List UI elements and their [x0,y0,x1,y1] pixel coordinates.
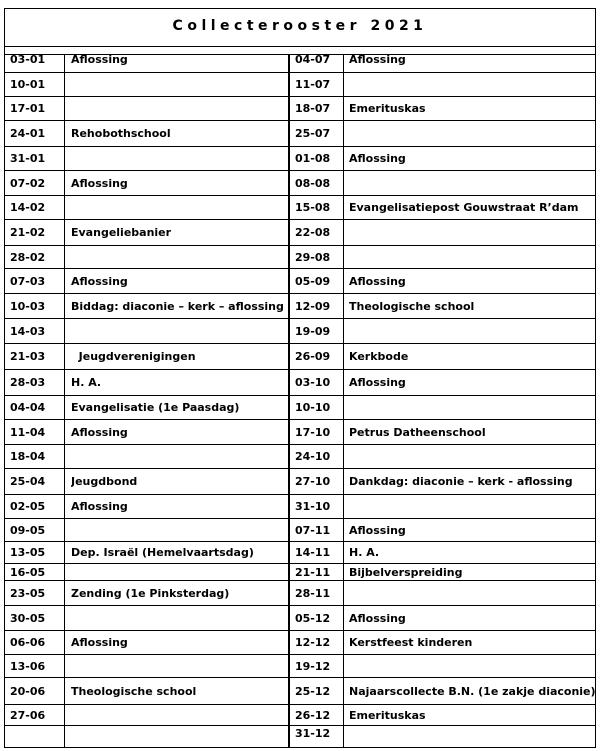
date-cell: 04-04 [10,401,46,414]
date-cell: 09-05 [10,523,46,537]
table-row [290,655,595,678]
date-cell: 12-09 [295,299,331,313]
date-cell: 10-10 [295,401,331,414]
table-row [290,564,595,581]
collection-cell: Emerituskas [349,708,426,722]
table-title: Collecterooster 2021 [5,9,595,47]
date-cell: 13-06 [10,659,46,673]
date-cell: 05-12 [295,611,331,625]
collection-cell: Evangelisatiepost Gouwstraat R’dam [349,201,579,214]
table-row [5,246,288,269]
table-row [5,47,288,73]
table-row [290,121,595,147]
table-row [290,370,595,396]
table-row [5,147,288,171]
collection-cell: Biddag: diaconie – kerk – aflossing [71,299,284,313]
date-cell: 12-12 [295,636,331,649]
table-row [290,519,595,542]
date-cell: 01-08 [295,152,331,165]
date-cell: 11-04 [10,425,46,439]
collection-cell: Najaarscollecte B.N. (1e zakje diaconie) [349,684,596,698]
date-cell: 25-12 [295,684,331,698]
collection-cell: Theologische school [349,299,475,313]
table-row [5,519,288,542]
date-cell: 18-07 [295,102,331,115]
date-cell: 23-05 [10,586,46,600]
collection-cell: Zending (1e Pinksterdag) [71,586,230,600]
table-row [5,196,288,220]
collection-cell: Aflossing [71,53,128,66]
date-cell: 29-08 [295,250,331,264]
table-row [290,246,595,269]
table-row [5,581,288,606]
date-cell: 04-07 [295,53,331,66]
table-row [5,344,288,370]
table-row [290,73,595,97]
collection-cell: Rehobothschool [71,127,171,140]
table-row [5,606,288,631]
date-cell: 10-03 [10,299,46,313]
date-cell: 21-03 [10,350,46,363]
collection-cell: Aflossing [349,152,406,165]
table-row [290,469,595,495]
table-row [290,445,595,469]
date-cell: 07-11 [295,523,331,537]
collection-cell: Dankdag: diaconie – kerk - aflossing [349,475,573,488]
table-row [290,269,595,294]
date-cell: 26-09 [295,350,331,363]
date-cell: 22-08 [295,226,331,239]
date-cell: 19-12 [295,659,331,673]
table-row [5,121,288,147]
collection-cell: Jeugdverenigingen [71,350,196,363]
table-row [290,420,595,445]
date-cell: 02-05 [10,500,46,513]
collection-cell: Evangeliebanier [71,226,172,239]
table-row [5,705,288,726]
table-row [5,445,288,469]
collection-cell: Aflossing [71,176,128,190]
table-row [5,420,288,445]
date-cell: 15-08 [295,201,331,214]
collection-cell: Aflossing [349,611,406,625]
date-cell: 05-09 [295,274,331,288]
collection-cell: H. A. [349,546,380,559]
date-cell: 13-05 [10,546,46,559]
table-row [5,220,288,246]
table-row [290,581,595,606]
table-row [5,678,288,705]
date-cell: 27-06 [10,708,46,722]
table-row [290,196,595,220]
table-row [5,726,288,741]
schedule-table [4,8,596,748]
table-row [290,495,595,519]
table-row [5,396,288,420]
table-row [290,726,595,741]
collection-cell: Aflossing [349,274,406,288]
collection-cell: Jeugdbond [71,475,138,488]
collection-cell: Aflossing [349,523,406,537]
collection-cell: Bijbelverspreiding [349,565,463,579]
table-row [290,396,595,420]
date-cell: 16-05 [10,565,46,579]
table-row [290,294,595,319]
date-cell: 07-03 [10,274,46,288]
collection-cell: Aflossing [71,500,128,513]
date-cell: 03-10 [295,376,331,389]
collection-cell: Petrus Datheenschool [349,425,486,439]
table-row [290,319,595,344]
table-row [5,564,288,581]
table-row [5,495,288,519]
date-cell: 31-01 [10,152,46,165]
collection-cell: Theologische school [71,684,197,698]
table-row [5,631,288,655]
table-row [5,171,288,196]
table-row [5,319,288,344]
date-cell: 31-12 [295,727,331,740]
table-row [5,73,288,97]
collection-cell: Dep. Israël (Hemelvaartsdag) [71,546,254,559]
table-row [290,678,595,705]
table-row [290,147,595,171]
date-cell: 20-06 [10,684,46,698]
date-cell: 21-11 [295,565,331,579]
date-cell: 24-10 [295,450,331,463]
table-row [5,469,288,495]
table-row [5,97,288,121]
date-cell: 14-02 [10,201,46,214]
date-cell: 21-02 [10,226,46,239]
date-cell: 17-01 [10,102,46,115]
table-row [5,370,288,396]
collection-cell: H. A. [71,376,102,389]
date-cell: 26-12 [295,708,331,722]
table-row [290,631,595,655]
collection-cell: Emerituskas [349,102,426,115]
collection-cell: Aflossing [71,636,128,649]
date-cell: 25-04 [10,475,46,488]
collection-cell: Kerkbode [349,350,409,363]
table-row [290,97,595,121]
date-cell: 28-02 [10,250,46,264]
date-cell: 07-02 [10,176,46,190]
table-row [5,269,288,294]
table-row [5,294,288,319]
date-cell: 28-03 [10,376,46,389]
date-cell: 08-08 [295,176,331,190]
collection-cell: Aflossing [349,376,406,389]
table-row [290,542,595,564]
date-cell: 06-06 [10,636,46,649]
date-cell: 31-10 [295,500,331,513]
date-cell: 30-05 [10,611,46,625]
table-row [290,705,595,726]
collection-cell: Aflossing [71,274,128,288]
date-cell: 25-07 [295,127,331,140]
table-row [290,47,595,73]
date-cell: 11-07 [295,78,331,91]
date-cell: 18-04 [10,450,46,463]
collection-cell: Aflossing [349,53,406,66]
date-cell: 28-11 [295,586,331,600]
date-cell: 14-03 [10,324,46,338]
table-row [290,171,595,196]
collection-cell: Kerstfeest kinderen [349,636,473,649]
date-cell: 17-10 [295,425,331,439]
date-cell: 27-10 [295,475,331,488]
table-row [5,542,288,564]
date-cell: 03-01 [10,53,46,66]
table-row [5,655,288,678]
date-cell: 10-01 [10,78,46,91]
collection-cell: Evangelisatie (1e Paasdag) [71,401,240,414]
collection-cell: Aflossing [71,425,128,439]
date-cell: 14-11 [295,546,331,559]
date-cell: 24-01 [10,127,46,140]
table-row [290,606,595,631]
table-row [290,220,595,246]
table-row [290,344,595,370]
date-cell: 19-09 [295,324,331,338]
